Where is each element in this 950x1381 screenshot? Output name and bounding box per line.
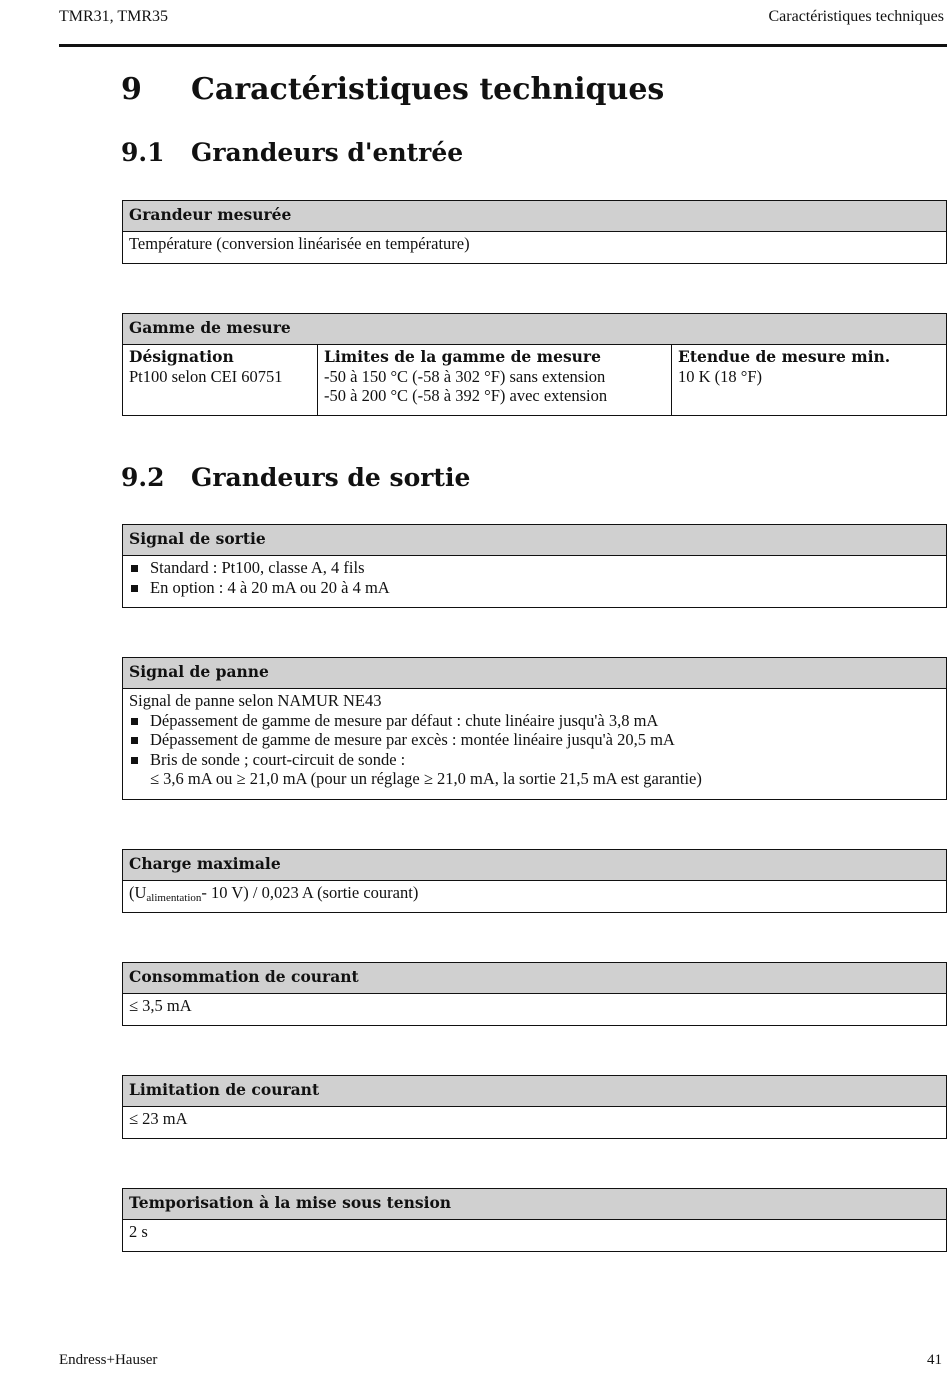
box-body: 2 s	[129, 1222, 148, 1241]
page-number: 41	[927, 1352, 942, 1368]
charge-maximale-box	[122, 849, 947, 913]
bullet-list	[129, 711, 940, 770]
column-heading: Désignation	[129, 347, 234, 366]
header-chapter: Caractéristiques techniques	[768, 8, 944, 25]
list-item: Dépassement de gamme de mesure par défaut : chute linéaire jusqu'à 3,8 mA	[129, 711, 940, 731]
min-span-column	[672, 345, 946, 415]
list-item: En option : 4 à 20 mA ou 20 à 4 mA	[129, 578, 940, 598]
list-item: Dépassement de gamme de mesure par excès : montée linéaire jusqu'à 20,5 mA	[129, 730, 940, 750]
designation-column	[123, 345, 318, 415]
section-title-input	[121, 138, 463, 167]
designation-value: Pt100 selon CEI 60751	[129, 366, 283, 386]
box-heading: Grandeur mesurée	[123, 201, 946, 232]
box-heading: Signal de panne	[123, 658, 946, 689]
box-heading: Signal de sortie	[123, 525, 946, 556]
chapter-number: 9	[121, 72, 142, 107]
chapter-title-text: Caractéristiques techniques	[191, 72, 665, 107]
box-heading: Consommation de courant	[123, 963, 946, 994]
limit-line: -50 à 150 °C (-58 à 302 °F) sans extension	[324, 366, 606, 386]
box-body	[123, 881, 946, 915]
section-number: 9.2	[121, 463, 165, 492]
footer-brand: Endress+Hauser	[59, 1352, 158, 1368]
formula-subscript: alimentation	[146, 892, 202, 904]
section-number: 9.1	[121, 138, 165, 167]
section-title-text: Grandeurs d'entrée	[191, 138, 464, 167]
formula-prefix: (U	[129, 883, 147, 902]
intro-text: Signal de panne selon NAMUR NE43	[129, 691, 382, 710]
gamme-mesure-box	[122, 313, 947, 416]
box-heading: Limitation de courant	[123, 1076, 946, 1107]
limits-column	[318, 345, 672, 415]
header-rule	[59, 44, 947, 47]
limit-line: -50 à 200 °C (-58 à 392 °F) avec extension	[324, 386, 608, 405]
box-heading: Charge maximale	[123, 850, 946, 881]
min-span-value: 10 K (18 °F)	[678, 366, 763, 386]
box-heading: Temporisation à la mise sous tension	[123, 1189, 946, 1220]
box-body: Température (conversion linéarisée en température)	[129, 234, 470, 253]
consommation-box	[122, 962, 947, 1026]
box-heading: Gamme de mesure	[123, 314, 946, 345]
section-title-text: Grandeurs de sortie	[191, 463, 471, 492]
section-title-output	[121, 463, 470, 492]
formula-suffix: - 10 V) / 0,023 A (sortie courant)	[201, 883, 419, 902]
column-heading: Etendue de mesure min.	[678, 347, 891, 366]
box-body: ≤ 23 mA	[129, 1109, 188, 1128]
header-product: TMR31, TMR35	[59, 8, 169, 25]
list-item: Standard : Pt100, classe A, 4 fils	[129, 558, 940, 578]
box-body	[123, 556, 946, 603]
list-item: Bris de sonde ; court-circuit de sonde :	[129, 750, 940, 770]
temporisation-box	[122, 1188, 947, 1252]
box-body	[123, 689, 946, 795]
limitation-box	[122, 1075, 947, 1139]
column-heading: Limites de la gamme de mesure	[324, 347, 601, 366]
signal-sortie-box	[122, 524, 947, 608]
box-body: ≤ 3,5 mA	[129, 996, 192, 1015]
chapter-title	[121, 72, 664, 107]
continuation-text: ≤ 3,6 mA ou ≥ 21,0 mA (pour un réglage ≥ 21,0 mA, la sortie 21,5 mA est garantie)	[150, 769, 702, 788]
grandeur-mesuree-box	[122, 200, 947, 264]
gamme-columns	[123, 345, 946, 415]
bullet-list	[129, 558, 940, 597]
signal-panne-box	[122, 657, 947, 800]
